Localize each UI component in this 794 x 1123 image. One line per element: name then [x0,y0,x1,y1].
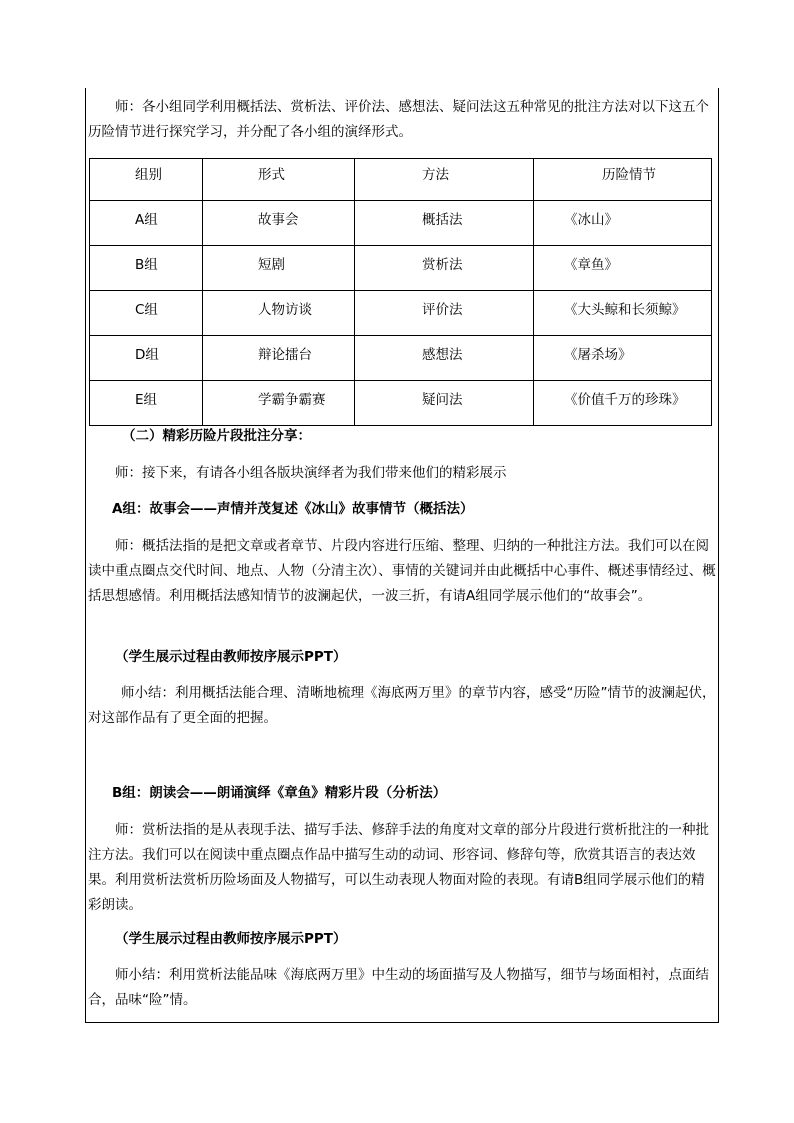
table-header-row [90,159,712,201]
header-group: 组别 [90,159,203,201]
cell-form: 学霸争霸赛 [203,381,355,426]
cell-plot: 《冰山》 [534,201,712,246]
table-row [90,381,712,426]
methods-table [89,158,712,426]
groupB-title: B组：朗读会——朗诵演绎《章鱼》精彩片段（分析法） [112,785,447,801]
cell-plot: 《章鱼》 [534,246,712,291]
cell-plot: 《大头鲸和长须鲸》 [534,291,712,336]
cell-group: E组 [90,381,203,426]
cell-form: 人物访谈 [203,291,355,336]
table-row [90,291,712,336]
groupA-teacher: 师：概括法指的是把文章或者章节、片段内容进行压缩、整理、归纳的一种批注方法。我们可以在阅读中重点圈点交代时间、地点、人物（分清主次）、事情的关键词并由此概括中心事件、概述事情经过、概括思想感情。利用概括法感知情节的波澜起伏，一波三折，有请A组同学展示他们的“故事会”。 [88,538,716,604]
table-row [90,246,712,291]
header-method: 方法 [355,159,534,201]
table-row [90,201,712,246]
table-row [90,336,712,381]
groupB-summary: 师小结：利用赏析法能品味《海底两万里》中生动的场面描写及人物描写，细节与场面相衬，点面结合，品味“险”情。 [88,967,709,1008]
cell-plot: 《屠杀场》 [534,336,712,381]
cell-method: 概括法 [355,201,534,246]
groupA-title: A组：故事会——声情并茂复述《冰山》故事情节（概括法） [112,501,474,517]
header-plot: 历险情节 [534,159,712,201]
cell-method: 感想法 [355,336,534,381]
cell-form: 短剧 [203,246,355,291]
cell-group: B组 [90,246,203,291]
cell-form: 辩论擂台 [203,336,355,381]
cell-method: 疑问法 [355,381,534,426]
groupB-note: （学生展示过程由教师按序展示PPT） [115,931,347,947]
groupA-summary: 师小结：利用概括法能合理、清晰地梳理《海底两万里》的章节内容，感受“历险”情节的波澜起伏，对这部作品有了更全面的把握。 [88,685,716,726]
cell-method: 评价法 [355,291,534,336]
cell-group: D组 [90,336,203,381]
cell-form: 故事会 [203,201,355,246]
section2-title: （二）精彩历险片段批注分享： [122,428,311,444]
cell-method: 赏析法 [355,246,534,291]
section2-intro: 师：接下来，有请各小组各版块演绎者为我们带来他们的精彩展示 [115,465,507,481]
header-form: 形式 [203,159,355,201]
cell-group: C组 [90,291,203,336]
groupA-note: （学生展示过程由教师按序展示PPT） [115,649,347,665]
cell-plot: 《价值千万的珍珠》 [534,381,712,426]
intro-paragraph: 师：各小组同学利用概括法、赏析法、评价法、感想法、疑问法这五种常见的批注方法对以下这五个历险情节进行探究学习，并分配了各小组的演绎形式。 [88,99,709,140]
cell-group: A组 [90,201,203,246]
groupB-teacher: 师：赏析法指的是从表现手法、描写手法、修辞手法的角度对文章的部分片段进行赏析批注的一种批注方法。我们可以在阅读中重点圈点作品中描写生动的动词、形容词、修辞句等，欣赏其语言的表达效果。利用赏析法赏析历险场面及人物描写，可以生动表现人物面对险的表现。有请B组同学展示他们的精彩朗读。 [88,822,709,913]
